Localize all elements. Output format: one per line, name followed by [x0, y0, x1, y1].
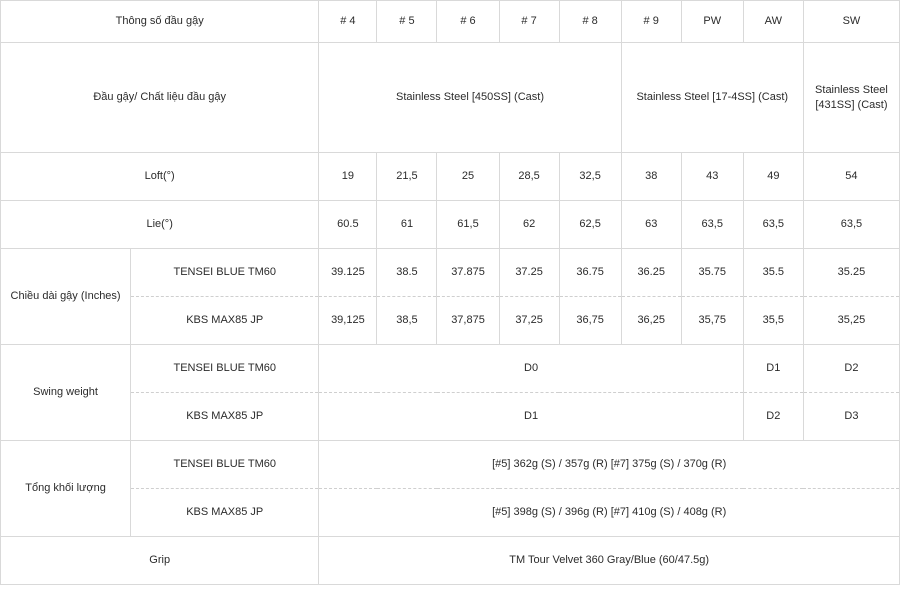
- loft-value-4: 19: [319, 153, 377, 201]
- row-label-loft: Loft(°): [1, 153, 319, 201]
- table-header-row: [1, 1, 900, 43]
- row-length-tensei: [1, 249, 900, 297]
- length-tensei-7: 37.25: [499, 249, 559, 297]
- loft-value-pw: 43: [681, 153, 743, 201]
- club-header-6: # 6: [437, 1, 499, 43]
- row-label-lie: Lie(°): [1, 201, 319, 249]
- lie-value-sw: 63,5: [803, 201, 899, 249]
- length-tensei-9: 36.25: [621, 249, 681, 297]
- loft-value-5: 21,5: [377, 153, 437, 201]
- loft-value-aw: 49: [743, 153, 803, 201]
- row-lie: [1, 201, 900, 249]
- row-length-kbs: [1, 297, 900, 345]
- totalweight-kbs-value: [#5] 398g (S) / 396g (R) [#7] 410g (S) / 408g (R): [319, 489, 900, 537]
- row-grip: [1, 537, 900, 585]
- length-tensei-5: 38.5: [377, 249, 437, 297]
- swingweight-tensei-sw: D2: [803, 345, 899, 393]
- length-kbs-7: 37,25: [499, 297, 559, 345]
- club-header-4: # 4: [319, 1, 377, 43]
- row-label-length: Chiều dài gậy (Inches): [1, 249, 131, 345]
- club-header-pw: PW: [681, 1, 743, 43]
- loft-value-7: 28,5: [499, 153, 559, 201]
- club-header-sw: SW: [803, 1, 899, 43]
- length-kbs-aw: 35,5: [743, 297, 803, 345]
- swingweight-tensei-main: D0: [319, 345, 743, 393]
- shaft-label-tensei-swingweight: TENSEI BLUE TM60: [131, 345, 319, 393]
- row-swingweight-kbs: [1, 393, 900, 441]
- length-kbs-9: 36,25: [621, 297, 681, 345]
- swingweight-kbs-aw: D2: [743, 393, 803, 441]
- shaft-label-tensei-length: TENSEI BLUE TM60: [131, 249, 319, 297]
- row-loft: [1, 153, 900, 201]
- totalweight-tensei-value: [#5] 362g (S) / 357g (R) [#7] 375g (S) / 370g (R): [319, 441, 900, 489]
- lie-value-9: 63: [621, 201, 681, 249]
- lie-value-pw: 63,5: [681, 201, 743, 249]
- club-header-7: # 7: [499, 1, 559, 43]
- length-kbs-4: 39,125: [319, 297, 377, 345]
- shaft-label-tensei-totalweight: TENSEI BLUE TM60: [131, 441, 319, 489]
- loft-value-6: 25: [437, 153, 499, 201]
- length-tensei-pw: 35.75: [681, 249, 743, 297]
- row-label-swing-weight: Swing weight: [1, 345, 131, 441]
- lie-value-5: 61: [377, 201, 437, 249]
- length-kbs-8: 36,75: [559, 297, 621, 345]
- club-header-aw: AW: [743, 1, 803, 43]
- material-group-174ss: Stainless Steel [17-4SS] (Cast): [621, 43, 803, 153]
- lie-value-8: 62,5: [559, 201, 621, 249]
- row-label-total-weight: Tổng khối lượng: [1, 441, 131, 537]
- club-header-9: # 9: [621, 1, 681, 43]
- material-group-431ss: Stainless Steel [431SS] (Cast): [803, 43, 899, 153]
- row-swingweight-tensei: [1, 345, 900, 393]
- shaft-label-kbs-length: KBS MAX85 JP: [131, 297, 319, 345]
- club-header-8: # 8: [559, 1, 621, 43]
- material-group-450ss: Stainless Steel [450SS] (Cast): [319, 43, 621, 153]
- lie-value-aw: 63,5: [743, 201, 803, 249]
- page-title: Thông số đầu gậy: [1, 1, 319, 43]
- row-label-grip: Grip: [1, 537, 319, 585]
- lie-value-6: 61,5: [437, 201, 499, 249]
- loft-value-8: 32,5: [559, 153, 621, 201]
- row-totalweight-tensei: [1, 441, 900, 489]
- swingweight-tensei-aw: D1: [743, 345, 803, 393]
- loft-value-9: 38: [621, 153, 681, 201]
- length-tensei-4: 39.125: [319, 249, 377, 297]
- lie-value-7: 62: [499, 201, 559, 249]
- length-kbs-5: 38,5: [377, 297, 437, 345]
- row-material: [1, 43, 900, 153]
- length-kbs-6: 37,875: [437, 297, 499, 345]
- length-tensei-6: 37.875: [437, 249, 499, 297]
- length-tensei-8: 36.75: [559, 249, 621, 297]
- shaft-label-kbs-swingweight: KBS MAX85 JP: [131, 393, 319, 441]
- club-header-5: # 5: [377, 1, 437, 43]
- grip-value: TM Tour Velvet 360 Gray/Blue (60/47.5g): [319, 537, 900, 585]
- row-totalweight-kbs: [1, 489, 900, 537]
- lie-value-4: 60.5: [319, 201, 377, 249]
- loft-value-sw: 54: [803, 153, 899, 201]
- length-tensei-aw: 35.5: [743, 249, 803, 297]
- length-kbs-sw: 35,25: [803, 297, 899, 345]
- swingweight-kbs-main: D1: [319, 393, 743, 441]
- shaft-label-kbs-totalweight: KBS MAX85 JP: [131, 489, 319, 537]
- length-tensei-sw: 35.25: [803, 249, 899, 297]
- row-label-material: Đầu gậy/ Chất liệu đầu gậy: [1, 43, 319, 153]
- length-kbs-pw: 35,75: [681, 297, 743, 345]
- swingweight-kbs-sw: D3: [803, 393, 899, 441]
